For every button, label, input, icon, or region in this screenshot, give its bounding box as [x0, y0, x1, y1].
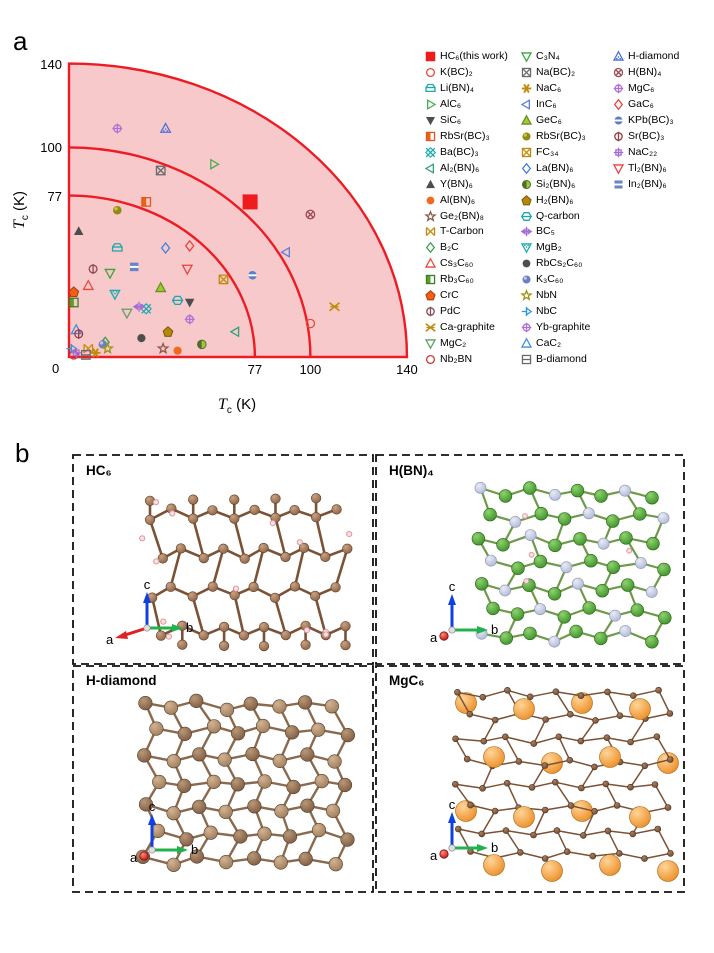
legend-marker-nac-icon — [612, 146, 625, 159]
marker-in-bn — [130, 263, 139, 272]
legend-item-sic — [424, 113, 461, 128]
legend-label: H₂(BN)₆ — [536, 193, 574, 206]
legend-item-pdc — [424, 304, 460, 319]
legend-label: Ca-graphite — [440, 321, 495, 334]
legend-item-cs-c — [424, 256, 473, 271]
legend-label: B₂C — [440, 241, 459, 254]
legend-label: Yb-graphite — [536, 321, 591, 334]
legend-item-nbc — [520, 304, 557, 319]
legend-item-mgb — [520, 240, 562, 255]
axis-gizmo — [106, 577, 193, 647]
legend-marker-nac-icon — [520, 82, 533, 95]
legend-marker-na-bc-icon — [520, 66, 533, 79]
legend-item-rbsr-bc — [520, 129, 586, 144]
legend-marker-cac-icon — [520, 337, 533, 350]
legend-marker-fc-icon — [520, 146, 533, 159]
legend-marker-c-n-icon — [520, 50, 533, 63]
b-axis-label: b — [491, 622, 499, 637]
c-axis-arrow — [448, 812, 456, 823]
legend-label: T-Carbon — [440, 225, 484, 238]
legend-marker-inc-icon — [520, 98, 533, 111]
legend-item-k-c — [520, 272, 563, 287]
legend-label: AlC₆ — [440, 97, 462, 110]
legend-marker-bc-icon — [520, 225, 533, 238]
legend-marker-in-bn-icon — [612, 178, 625, 191]
legend-marker-h-bn-icon — [612, 66, 625, 79]
y-tick-140: 140 — [40, 56, 62, 72]
legend-label: RbSr(BC)₃ — [440, 129, 490, 142]
x-tick-100: 100 — [299, 362, 322, 377]
legend-item-rb-c — [424, 272, 474, 287]
legend-item-sr-bc — [612, 129, 664, 144]
legend-marker-b-diamond-icon — [520, 353, 533, 366]
legend-label: KPb(BC)₃ — [628, 113, 674, 126]
legend-marker-yb-graphite-icon — [520, 321, 533, 334]
legend-item-b-diamond — [520, 352, 587, 367]
legend-marker-nb-bn-icon — [424, 353, 437, 366]
legend-item-ba-bc — [424, 145, 479, 160]
legend-label: Ge₂(BN)₈ — [440, 209, 485, 222]
panel-b-label: b — [15, 438, 30, 468]
marker-si-bn — [198, 340, 207, 349]
a-axis-dot — [440, 632, 448, 640]
b-axis-label: b — [491, 840, 499, 855]
legend-item-rbsr-bc — [424, 129, 490, 144]
c-axis-label: c — [448, 797, 456, 812]
legend-label: RbSr(BC)₃ — [536, 129, 586, 142]
legend-marker-kpb-bc-icon — [612, 114, 625, 127]
legend-label: Y(BN)₆ — [440, 177, 473, 190]
a-axis-label: a — [106, 632, 114, 647]
legend-label: RbCs₂C₆₀ — [536, 257, 583, 270]
legend-marker-rbsr-bc-icon — [520, 130, 533, 143]
legend-marker-nbc-icon — [520, 305, 533, 318]
a-axis-label: a — [430, 630, 438, 645]
legend-item-ge-bn — [424, 209, 484, 224]
legend-item-h-bn — [612, 65, 661, 80]
legend-label: FC₃₄ — [536, 145, 559, 158]
legend-label: GaC₆ — [628, 97, 654, 110]
crystal-structure-hdiamond — [136, 694, 355, 871]
legend-label: Nb₂BN — [440, 353, 473, 366]
c-axis-label: c — [448, 579, 456, 594]
legend-marker-cs-c-icon — [424, 257, 437, 270]
legend-label: Ba(BC)₃ — [440, 145, 479, 158]
box-title-hdiamond: H-diamond — [86, 673, 157, 688]
legend-item-crc — [424, 288, 459, 303]
x-axis-label-symbol: T — [218, 396, 227, 413]
legend-label: B-diamond — [536, 353, 587, 366]
legend-marker-hc-this-work-icon — [424, 50, 437, 63]
legend-item-ca-graphite — [424, 320, 495, 335]
legend-label: MgB₂ — [536, 241, 562, 254]
legend-marker-h-bn-icon — [520, 194, 533, 207]
legend-label: CaC₂ — [536, 337, 562, 350]
legend-label: NbN — [536, 289, 558, 302]
legend-label: C₃N₄ — [536, 50, 560, 62]
c-axis-arrow — [448, 594, 456, 605]
legend-marker-crc-icon — [424, 289, 437, 302]
legend-item-si-bn — [520, 177, 575, 192]
legend-label: InC₆ — [536, 97, 557, 110]
box-title-hc6: HC₆ — [86, 463, 112, 478]
panel-a-label: a — [13, 26, 28, 56]
legend-label: MgC₆ — [628, 81, 655, 94]
legend-item-q-carbon — [520, 209, 580, 224]
legend-marker-ba-bc-icon — [424, 146, 437, 159]
legend-marker-la-bn-icon — [520, 162, 533, 175]
legend-item-inc — [520, 97, 557, 112]
legend-item-fc — [520, 145, 559, 160]
marker-rbcs-c — [137, 334, 145, 342]
legend-item-na-bc — [520, 65, 575, 80]
c-axis-arrow — [148, 814, 156, 825]
legend-item-nac — [520, 81, 561, 96]
legend-label: Li(BN)₄ — [440, 81, 475, 94]
a-axis-arrow — [115, 631, 128, 639]
legend-label: Sr(BC)₃ — [628, 129, 665, 142]
legend-label: Tl₂(BN)₆ — [628, 161, 667, 174]
b-axis-label: b — [186, 620, 194, 635]
x-axis-label-unit: (K) — [231, 396, 257, 413]
legend-marker-mgc-icon — [612, 82, 625, 95]
a-axis-dot — [140, 852, 148, 860]
origin-tick-0: 0 — [52, 361, 60, 376]
legend-item-kpb-bc — [612, 113, 674, 128]
marker-hc-this-work — [243, 194, 258, 209]
legend-item-nbn — [520, 288, 557, 303]
legend-label: Al(BN)₆ — [440, 193, 476, 206]
legend-label: H(BN)₄ — [628, 65, 662, 78]
legend-marker-rbcs-c-icon — [520, 257, 533, 270]
legend-label: BC₅ — [536, 225, 555, 238]
legend-item-gac — [612, 97, 654, 112]
legend-item-bc — [520, 224, 555, 239]
legend-label: K(BC)₂ — [440, 65, 473, 78]
legend-marker-alc-icon — [424, 98, 437, 111]
x-tick-140: 140 — [396, 362, 418, 377]
legend-item-la-bn — [520, 161, 574, 176]
legend-label: Q-carbon — [536, 209, 580, 222]
marker-kpb-bc — [248, 271, 257, 280]
legend-item-t-carbon — [424, 224, 484, 239]
legend-item-gec — [520, 113, 562, 128]
legend-label: Na(BC)₂ — [536, 65, 576, 78]
legend-label: La(BN)₆ — [536, 161, 574, 174]
legend-item-yb-graphite — [520, 320, 590, 335]
legend-marker-ge-bn-icon — [424, 210, 437, 223]
legend-marker-al-bn-icon — [424, 162, 437, 175]
c-axis-label: c — [143, 577, 151, 592]
legend-marker-k-bc-icon — [424, 66, 437, 79]
crystal-structure-mgc6 — [452, 687, 678, 881]
legend-item-nac — [612, 145, 657, 160]
crystal-structure-hbn4 — [472, 482, 671, 649]
legend-marker-b-c-icon — [424, 241, 437, 254]
x-axis-label-subscript: c — [226, 405, 232, 416]
legend-label: MgC₂ — [440, 337, 467, 350]
legend-marker-nbn-icon — [520, 289, 533, 302]
legend-marker-sr-bc-icon — [612, 130, 625, 143]
legend-marker-y-bn-icon — [424, 178, 437, 191]
legend-label: Si₂(BN)₆ — [536, 177, 576, 190]
marker-al-bn — [174, 347, 182, 355]
legend-item-mgc — [612, 81, 654, 96]
legend-marker-sic-icon — [424, 114, 437, 127]
legend-marker-li-bn-icon — [424, 82, 437, 95]
legend-marker-k-c-icon — [520, 273, 533, 286]
legend-label: K₃C₆₀ — [536, 273, 564, 286]
legend-item-tl-bn — [612, 161, 667, 176]
box-title-hbn4: H(BN)₄ — [389, 463, 434, 478]
legend-item-alc — [424, 97, 461, 112]
a-axis-dot — [440, 850, 448, 858]
legend-item-mgc — [424, 336, 466, 351]
legend-item-rbcs-c — [520, 256, 583, 271]
c-axis-label: c — [148, 799, 156, 814]
legend-label: CrC — [440, 289, 459, 302]
legend-item-al-bn — [424, 161, 479, 176]
legend-item-al-bn — [424, 193, 475, 208]
legend-marker-ca-graphite-icon — [424, 321, 437, 334]
box-title-mgc6: MgC₆ — [389, 673, 425, 688]
a-axis-label: a — [430, 848, 438, 863]
x-axis-label — [218, 396, 256, 416]
legend-item-li-bn — [424, 81, 474, 96]
legend-label: SiC₆ — [440, 113, 462, 126]
legend-label: GeC₆ — [536, 113, 562, 126]
legend-marker-tl-bn-icon — [612, 162, 625, 175]
legend-marker-mgb-icon — [520, 241, 533, 254]
y-axis-label-subscript: c — [20, 215, 32, 221]
y-tick-77: 77 — [47, 188, 62, 204]
legend-marker-gac-icon — [612, 98, 625, 111]
b-axis-arrow — [477, 844, 488, 852]
y-tick-100: 100 — [40, 140, 62, 156]
legend-marker-rbsr-bc-icon — [424, 130, 437, 143]
legend-item-y-bn — [424, 177, 473, 192]
legend-label: Al₂(BN)₆ — [440, 161, 480, 174]
legend-item-b-c — [424, 240, 459, 255]
legend-marker-h-diamond-icon — [612, 50, 625, 63]
legend-label: NaC₆ — [536, 81, 562, 94]
legend-marker-gec-icon — [520, 114, 533, 127]
legend-marker-t-carbon-icon — [424, 225, 437, 238]
legend-label: PdC — [440, 305, 461, 318]
legend-label: In₂(BN)₆ — [628, 177, 667, 190]
legend-item-cac — [520, 336, 561, 351]
legend-marker-al-bn-icon — [424, 194, 437, 207]
y-axis-label-unit: (K) — [11, 190, 29, 216]
legend-marker-mgc-icon — [424, 337, 437, 350]
legend-label: NaC₂₂ — [628, 145, 658, 158]
legend-marker-q-carbon-icon — [520, 210, 533, 223]
marker-rbsr-bc — [113, 206, 122, 215]
legend-marker-si-bn-icon — [520, 178, 533, 191]
legend-label: Rb₃C₆₀ — [440, 273, 474, 286]
y-axis-label-symbol: T — [11, 220, 29, 230]
legend-label: HC₆(this work) — [440, 50, 508, 62]
legend-marker-rb-c-icon — [424, 273, 437, 286]
legend-item-hc-this-work — [424, 49, 508, 64]
legend-marker-pdc-icon — [424, 305, 437, 318]
legend-label: H-diamond — [628, 50, 680, 62]
legend-label: NbC — [536, 305, 558, 318]
legend-item-k-bc — [424, 65, 473, 80]
legend-item-h-bn — [520, 193, 573, 208]
x-tick-77: 77 — [247, 362, 263, 377]
legend-label: Cs₃C₆₀ — [440, 257, 474, 270]
legend-item-h-diamond — [612, 49, 679, 64]
legend-item-c-n — [520, 49, 560, 64]
b-axis-label: b — [191, 842, 199, 857]
legend-item-in-bn — [612, 177, 667, 192]
a-axis-label: a — [130, 850, 138, 865]
legend-item-nb-bn — [424, 352, 472, 367]
